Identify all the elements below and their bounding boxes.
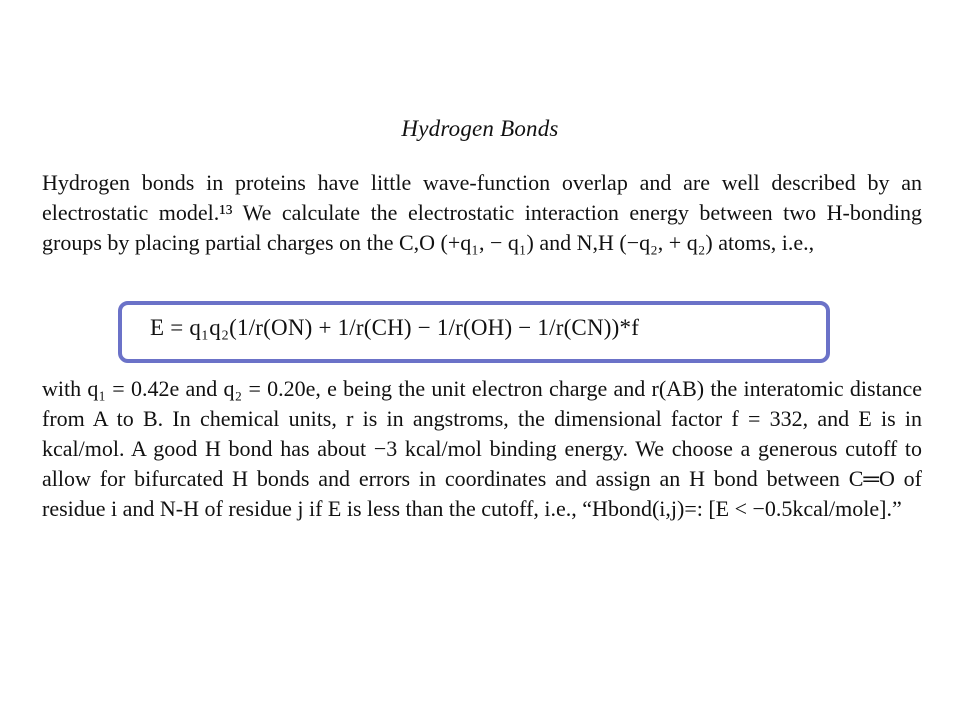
energy-equation: E = q₁q₂(1/r(ON) + 1/r(CH) − 1/r(OH) − 1/r(CN))*f	[150, 315, 640, 340]
paragraph-details: with q₁ = 0.42e and q₂ = 0.20e, e being the unit electron charge and r(AB) the interatomic distance from A to B. In chemical units, r is in angstroms, the dimensional factor f = 332, and E is in kcal/mol. A good H bond has about −3 kcal/mol binding energy. We choose a generous cutoff to allow for bifurcated H bonds and errors in coordinates and assign an H bond between C═O of residue i and N-H of residue j if E is less than the cutoff, i.e., “Hbond(i,j)=: [E < −0.5kcal/mole].”	[42, 376, 922, 521]
section-heading: Hydrogen Bonds	[401, 116, 559, 141]
paragraph-intro: Hydrogen bonds in proteins have little wave-function overlap and are well described by an electrostatic model.¹³ We calculate the electrostatic interaction energy between two H-bonding groups by placing partial charges on the C,O (+q₁, − q₁) and N,H (−q₂, + q₂) atoms, i.e.,	[42, 170, 922, 255]
equation-box	[118, 301, 830, 363]
